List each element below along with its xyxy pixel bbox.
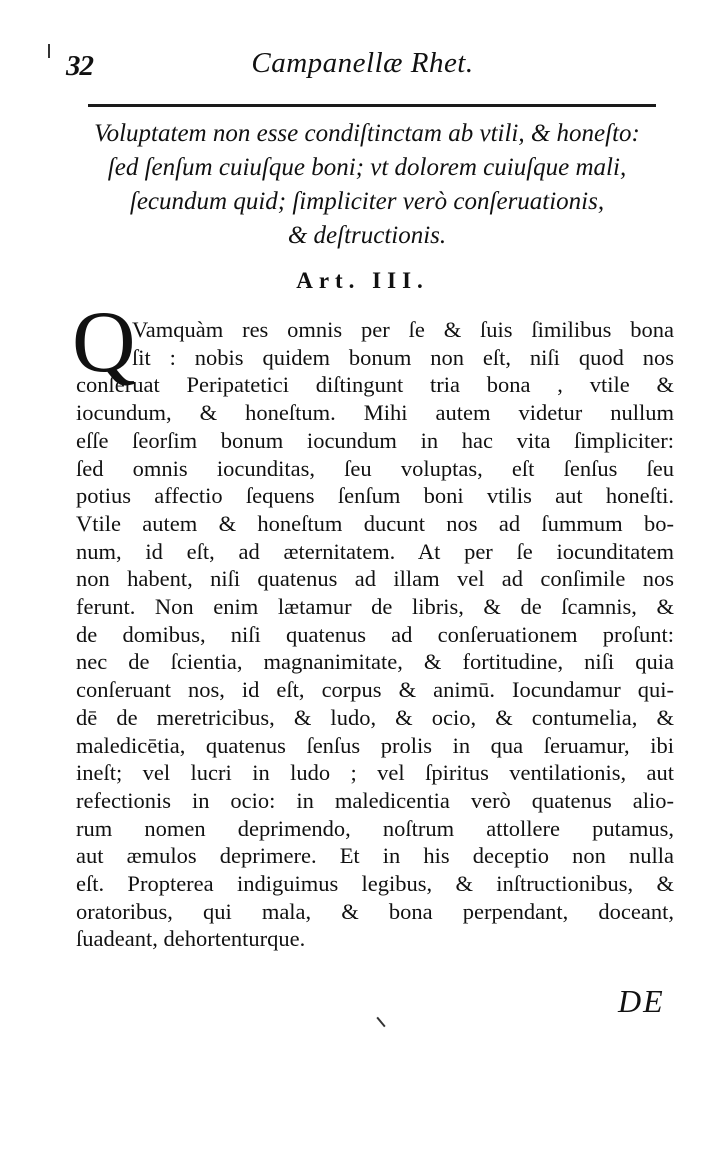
page-number: 32 xyxy=(66,50,93,82)
text-line: Vtile autem & honeſtum ducunt nos ad ſummum bo- xyxy=(76,510,674,536)
text-line: ineſt; vel lucri in ludo ; vel ſpiritus ventilationis, aut xyxy=(76,760,674,786)
print-mark xyxy=(376,1017,385,1027)
text-line: aut æmulos deprimere. Et in his deceptio non nulla xyxy=(76,843,674,869)
text-line: Vamquàm res omnis per ſe & ſuis ſimilibus bona xyxy=(132,317,674,342)
text-line: ferunt. Non enim lætamur de libris, & de ſcamnis, & xyxy=(76,594,674,620)
header-rule xyxy=(88,104,656,107)
body-text xyxy=(76,316,674,953)
summary-line: Voluptatem non esse condiſtinctam ab vtili, & honeſto: xyxy=(94,120,640,147)
text-line: conſeruat Peripatetici diſtingunt tria bona , vtile & xyxy=(76,372,674,398)
text-line: conſeruant nos, id eſt, corpus & animū. Iocundamur qui- xyxy=(76,677,674,703)
text-line: iocundum, & honeſtum. Mihi autem videtur nullum xyxy=(76,400,674,426)
print-mark xyxy=(48,44,50,58)
text-line: oratoribus, qui mala, & bona perpendant, doceant, xyxy=(76,898,674,924)
text-line: non habent, niſi quatenus ad illam vel ad conſimile nos xyxy=(76,566,674,592)
text-line: eſſe ſeorſim bonum iocundum in hac vita ſimpliciter: xyxy=(76,427,674,453)
text-line: ſuadeant, dehortenturque. xyxy=(76,926,306,952)
text-line: de domibus, niſi quatenus ad conſeruationem proſunt: xyxy=(76,621,674,647)
text-line: ſed omnis iocunditas, ſeu voluptas, eſt ſenſus ſeu xyxy=(76,455,674,481)
text-line: dē de meretricibus, & ludo, & ocio, & contumelia, & xyxy=(76,704,674,730)
article-heading: Art. III. xyxy=(296,268,429,293)
text-line: nec de ſcientia, magnanimitate, & fortitudine, niſi quia xyxy=(76,649,674,675)
text-line: potius affectio ſequens ſenſum boni vtilis aut honeſti. xyxy=(76,483,674,509)
running-title: Campanellæ Rhet. xyxy=(251,47,474,79)
chapter-summary xyxy=(74,117,660,253)
summary-line: & deſtructionis. xyxy=(287,222,447,249)
text-line: maledicētia, quatenus ſenſus prolis in qua ſeruamur, ibi xyxy=(76,732,674,758)
drop-cap: Q xyxy=(72,294,136,391)
summary-line: ſed ſenſum cuiuſque boni; vt dolorem cuiuſque mali, xyxy=(107,154,627,181)
catchword: DE xyxy=(618,983,665,1019)
text-line: num, id eſt, ad æternitatem. At per ſe iocunditatem xyxy=(76,538,674,564)
text-line: ſit : nobis quidem bonum non eſt, niſi quod nos xyxy=(132,344,674,370)
text-line: eſt. Propterea indiguimus legibus, & inſtructionibus, & xyxy=(76,871,674,897)
summary-line: ſecundum quid; ſimpliciter verò conſeruationis, xyxy=(129,188,605,215)
text-line: refectionis in ocio: in maledicentia verò quatenus alio- xyxy=(76,787,674,813)
text-line: rum nomen deprimendo, noſtrum attollere putamus, xyxy=(76,815,674,841)
